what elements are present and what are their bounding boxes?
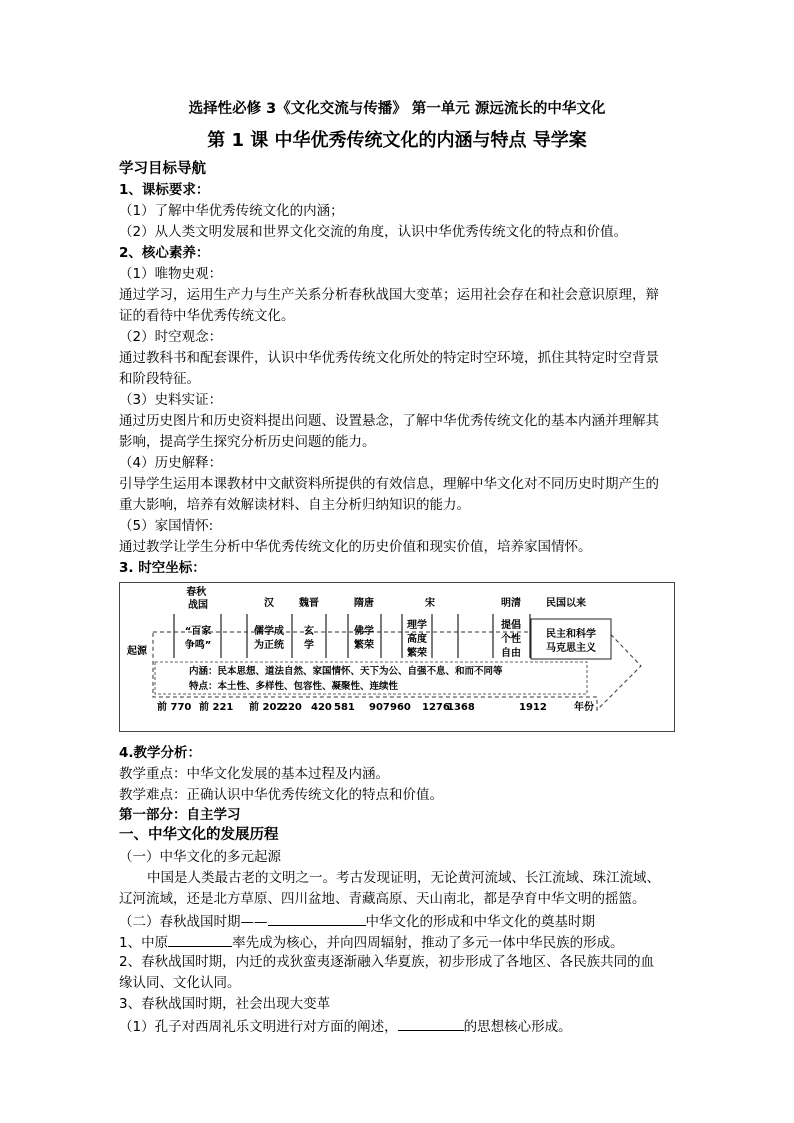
paragraph-text: 辽河流域，还是北方草原、四川盆地、青藏高原、天山南北，都是孕育中华文明的摇篮。 xyxy=(119,891,646,907)
period-label: 明清 xyxy=(501,598,521,609)
section-heading: 一、中华文化的发展历程 xyxy=(119,827,279,843)
box-text: 理学高度繁荣 xyxy=(407,620,427,659)
year-label: 前 202 xyxy=(249,702,284,713)
literacy-text: 通过教科书和配套课件，认识中华优秀传统文化所处的特定时空环境，抓住其特定时空背景 xyxy=(119,350,659,366)
box-text: “百家争鸣” xyxy=(184,626,212,651)
literacy-text: 引导学生运用本课教材中文献资料所提供的有效信息，理解中华文化对不同历史时期产生的 xyxy=(119,476,659,492)
year-label: 907 xyxy=(369,702,390,713)
period-label: 隋唐 xyxy=(354,598,374,609)
year-label: 1368 xyxy=(447,702,475,713)
item-2-cont: 缘认同、文化认同。 xyxy=(119,975,241,991)
box-text: 提倡个性自由 xyxy=(501,620,521,659)
year-label: 960 xyxy=(390,702,411,713)
box-text: 民主和科学马克思主义 xyxy=(546,629,596,654)
year-label: 420 xyxy=(311,702,332,713)
year-label: 前 770 xyxy=(157,702,192,713)
fill-blank[interactable] xyxy=(268,911,366,926)
literacy-text: 通过教学让学生分析中华优秀传统文化的历史价值和现实价值，培养家国情怀。 xyxy=(119,539,592,555)
connotation-text: 内涵：民本思想、道法自然、家国情怀、天下为公、自强不息、和而不同等 xyxy=(189,666,503,677)
curriculum-item: （2）从人类文明发展和世界文化交流的角度，认识中华优秀传统文化的特点和价值。 xyxy=(119,224,628,240)
part1-heading: 第一部分：自主学习 xyxy=(119,807,241,823)
year-label: 1276 xyxy=(422,702,450,713)
item3-1-suffix: 的思想核心形成。 xyxy=(463,1019,572,1035)
objectives-heading: 学习目标导航 xyxy=(119,161,206,177)
box-text: 儒学成为正统 xyxy=(254,626,284,651)
box-text: 玄学 xyxy=(304,626,314,651)
period-label: 民国以来 xyxy=(546,598,586,609)
sub-heading-2 xyxy=(119,911,595,931)
timeline-heading: 3. 时空坐标： xyxy=(119,560,206,576)
literacy-label: （2）时空观念： xyxy=(119,329,223,345)
item1-suffix: 率先成为核心，并向四周辐射，推动了多元一体中华民族的形成。 xyxy=(232,935,624,951)
item1-prefix: 1、中原 xyxy=(119,935,169,951)
key-point: 教学重点：中华文化发展的基本过程及内涵。 xyxy=(119,766,389,782)
analysis-heading: 4.教学分析： xyxy=(119,745,202,761)
lesson-title: 第 1 课 中华优秀传统文化的内涵与特点 导学案 xyxy=(207,130,587,151)
year-label: 年份 xyxy=(574,702,594,713)
year-label: 前 221 xyxy=(199,702,234,713)
sub2-prefix: （二）春秋战国时期—— xyxy=(119,914,268,930)
year-label: 1912 xyxy=(519,702,547,713)
sub2-suffix: 中华文化的形成和中华文化的奠基时期 xyxy=(365,914,595,930)
period-label: 汉 xyxy=(264,598,274,609)
item-1 xyxy=(119,932,624,952)
curriculum-heading: 1、课标要求： xyxy=(119,182,210,198)
year-label: 220 xyxy=(281,702,302,713)
literacy-text: 通过学习，运用生产力与生产关系分析春秋战国大变革；运用社会存在和社会意识原理，辩 xyxy=(119,287,659,303)
features-text: 特点：本土性、多样性、包容性、凝聚性、连续性 xyxy=(189,681,399,692)
sub-heading: （一）中华文化的多元起源 xyxy=(119,849,281,865)
timeline-diagram xyxy=(119,582,675,732)
fill-blank[interactable] xyxy=(168,932,232,947)
fill-blank[interactable] xyxy=(398,1016,464,1031)
literacy-text: 和阶段特征。 xyxy=(119,371,200,387)
period-label: 宋 xyxy=(425,598,435,609)
literacy-label: （1）唯物史观： xyxy=(119,266,223,282)
paragraph-text: 中国是人类最古老的文明之一。考古发现证明，无论黄河流域、长江流域、珠江流域、 xyxy=(147,870,660,886)
item-3-1 xyxy=(119,1016,572,1036)
difficult-point: 教学难点：正确认识中华优秀传统文化的特点和价值。 xyxy=(119,787,443,803)
literacy-heading: 2、核心素养： xyxy=(119,245,210,261)
period-label: 魏晋 xyxy=(299,598,319,609)
unit-subtitle: 选择性必修 3《文化交流与传播》 第一单元 源远流长的中华文化 xyxy=(188,101,606,117)
literacy-text: 证的看待中华优秀传统文化。 xyxy=(119,308,295,324)
item-3: 3、春秋战国时期，社会出现大变革 xyxy=(119,996,331,1012)
literacy-text: 影响，提高学生探究分析历史问题的能力。 xyxy=(119,434,376,450)
item-2: 2、春秋战国时期，内迁的戎狄蛮夷逐渐融入华夏族，初步形成了各地区、各民族共同的血 xyxy=(119,954,655,970)
year-label: 581 xyxy=(334,702,355,713)
literacy-label: （5）家国情怀: xyxy=(119,518,214,534)
box-text: 佛学繁荣 xyxy=(354,626,374,651)
curriculum-item: （1）了解中华优秀传统文化的内涵； xyxy=(119,203,344,219)
literacy-label: （4）历史解释： xyxy=(119,455,223,471)
literacy-text: 重大影响，培养有效解读材料、自主分析归纳知识的能力。 xyxy=(119,497,470,513)
origin-label: 起源 xyxy=(127,646,147,657)
item3-1-prefix: （1）孔子对西周礼乐文明进行对方面的阐述， xyxy=(119,1019,398,1035)
literacy-text: 通过历史图片和历史资料提出问题、设置悬念，了解中华优秀传统文化的基本内涵并理解其 xyxy=(119,413,659,429)
period-label: 春秋 战国 xyxy=(186,587,208,611)
literacy-label: （3）史料实证： xyxy=(119,392,223,408)
